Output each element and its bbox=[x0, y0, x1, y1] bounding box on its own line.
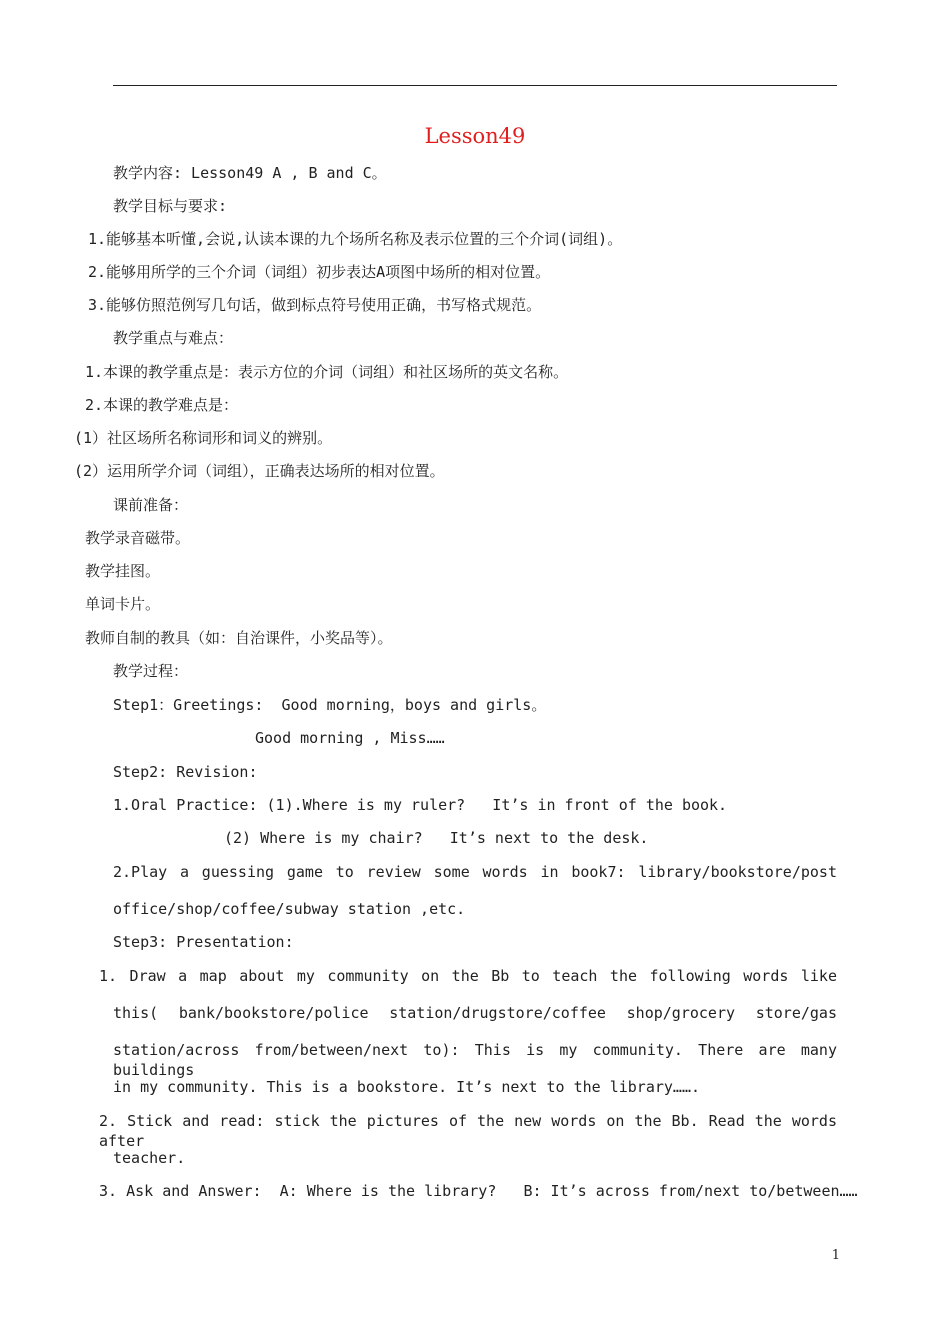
difficulty-2: (2）运用所学介词（词组），正确表达场所的相对位置。 bbox=[74, 462, 445, 480]
prep-item-chart: 教学挂图。 bbox=[85, 562, 161, 580]
guessing-game-line-2: office/shop/coffee/subway station ,etc. bbox=[113, 900, 466, 918]
key-heading: 教学重点与难点： bbox=[113, 329, 234, 347]
step1-greetings: Step1：Greetings: Good morning，boys and girls。 bbox=[113, 696, 547, 714]
difficulty-1: (1）社区场所名称词形和词义的辨别。 bbox=[74, 429, 333, 447]
oral-practice-1: 1.Oral Practice: (1).Where is my ruler? It’s in front of the book. bbox=[113, 796, 728, 814]
draw-map-line-2: this( bank/bookstore/police station/drugstore/coffee shop/grocery store/gas bbox=[113, 1004, 837, 1022]
key-point-1: 1.本课的教学重点是：表示方位的介词（词组）和社区场所的英文名称。 bbox=[85, 363, 569, 381]
header-rule bbox=[113, 85, 837, 86]
step3-heading: Step3: Presentation: bbox=[113, 933, 294, 951]
goal-1: 1.能够基本听懂,会说,认读本课的九个场所名称及表示位置的三个介词(词组)。 bbox=[88, 230, 623, 248]
draw-map-line-1: 1. Draw a map about my community on the Bb to teach the following words like bbox=[99, 967, 837, 985]
step1-reply: Good morning , Miss…… bbox=[255, 729, 445, 747]
key-point-2: 2.本课的教学难点是： bbox=[85, 396, 239, 414]
lesson-content: 教学内容: Lesson49 A , B and C。 bbox=[113, 164, 387, 182]
guessing-game-line-1: 2.Play a guessing game to review some words in book7: library/bookstore/post bbox=[113, 863, 837, 881]
goal-3: 3.能够仿照范例写几句话，做到标点符号使用正确，书写格式规范。 bbox=[88, 296, 542, 314]
prep-item-cards: 单词卡片。 bbox=[85, 595, 161, 613]
process-heading: 教学过程： bbox=[113, 662, 189, 680]
draw-map-line-4: in my community. This is a bookstore. It’s next to the library……. bbox=[113, 1078, 700, 1096]
stick-read-line-2: teacher. bbox=[113, 1149, 186, 1167]
prep-item-aids: 教师自制的教具（如：自治课件，小奖品等）。 bbox=[85, 629, 393, 647]
step2-heading: Step2: Revision: bbox=[113, 763, 258, 781]
prep-heading: 课前准备： bbox=[113, 496, 189, 514]
oral-practice-2: (2) Where is my chair? It’s next to the desk. bbox=[224, 829, 649, 847]
ask-answer: 3. Ask and Answer: A: Where is the library? B: It’s across from/next to/between…… bbox=[99, 1182, 858, 1200]
page-number: 1 bbox=[831, 1248, 840, 1263]
page-title: Lesson49 bbox=[424, 124, 526, 148]
goal-2: 2.能够用所学的三个介词（词组）初步表达A项图中场所的相对位置。 bbox=[88, 263, 551, 281]
draw-map-line-3: station/across from/between/next to): This is my community. There are many buildings bbox=[113, 1041, 837, 1079]
goals-heading: 教学目标与要求: bbox=[113, 197, 228, 215]
prep-item-tape: 教学录音磁带。 bbox=[85, 529, 191, 547]
stick-read-line-1: 2. Stick and read: stick the pictures of the new words on the Bb. Read the words after bbox=[99, 1112, 837, 1150]
